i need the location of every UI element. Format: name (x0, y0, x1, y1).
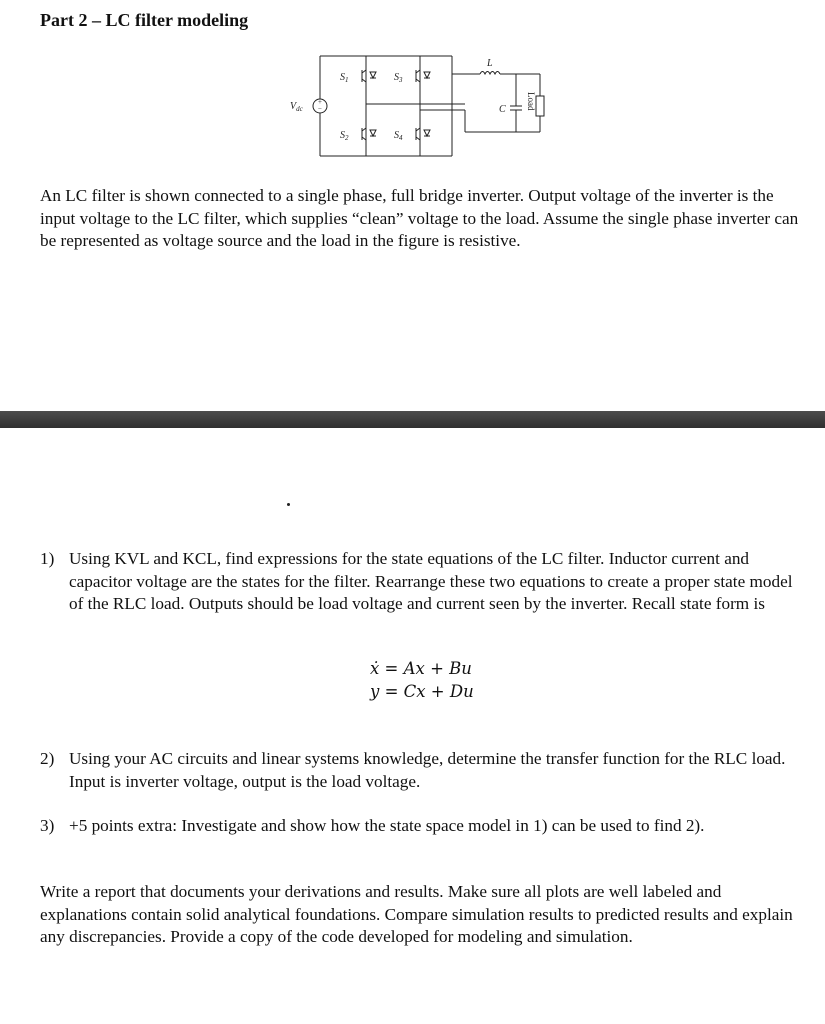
switch-s2 (362, 128, 376, 140)
state-equation: ẋ = Ax + Bu (370, 659, 472, 678)
question-3-text: +5 points extra: Investigate and show how the state space model in 1) can be used to find 2). (69, 816, 705, 835)
lc-filter-circuit-diagram (280, 46, 560, 166)
report-instructions: Write a report that documents your derivations and results. Make sure all plots are well labeled and explanations contain solid analytical foundations. Compare simulation results to predicted results and explain any discrepancies. Provide a copy of the code developed for modeling and simulation. (40, 882, 793, 946)
inductor-label: L (487, 58, 493, 69)
svg-text:+: + (318, 98, 322, 106)
output-equation: y = Cx + Du (370, 682, 474, 701)
load-label: Load (526, 92, 536, 111)
question-1-text: Using KVL and KCL, find expressions for the state equations of the LC filter. Inductor current and capacitor voltage are the states for the filter. Rearrange these two equations to create a proper state model of the RLC load. Outputs should be load voltage and current seen by the inverter. Recall state form is (69, 549, 793, 613)
inductor-coil (480, 72, 500, 75)
question-2 (0, 748, 825, 793)
intro-paragraph: An LC filter is shown connected to a single phase, full bridge inverter. Output voltage of the inverter is the input voltage to the LC filter, which supplies “clean” voltage to the load. Assume the single phase inverter can be represented as voltage source and the load in the figure is resistive. (40, 186, 799, 250)
page-heading: Part 2 – LC filter modeling (40, 10, 249, 30)
question-1-number: 1) (40, 549, 55, 568)
stray-dot (287, 503, 290, 506)
question-1 (0, 548, 825, 638)
section-divider-bar (0, 411, 825, 428)
question-3-number: 3) (40, 816, 55, 835)
switch-s2-label: $S_2$ (340, 130, 349, 142)
switch-s3-label: $S_3$ (394, 72, 403, 84)
switch-s1-label: $S_1$ (340, 72, 349, 84)
switch-s4 (416, 128, 430, 140)
question-2-text: Using your AC circuits and linear systems knowledge, determine the transfer function for the RLC load. Input is inverter voltage, output is the load voltage. (69, 749, 786, 791)
switch-s4-label: $S_4$ (394, 130, 403, 142)
question-3 (0, 815, 825, 838)
question-2-number: 2) (40, 749, 55, 768)
switch-s3 (416, 70, 430, 82)
source-label: $V_{dc}$ (290, 101, 303, 113)
load-resistor (536, 96, 544, 116)
switch-s1 (362, 70, 376, 82)
svg-text:−: − (318, 105, 322, 113)
capacitor-label: C (499, 104, 506, 115)
